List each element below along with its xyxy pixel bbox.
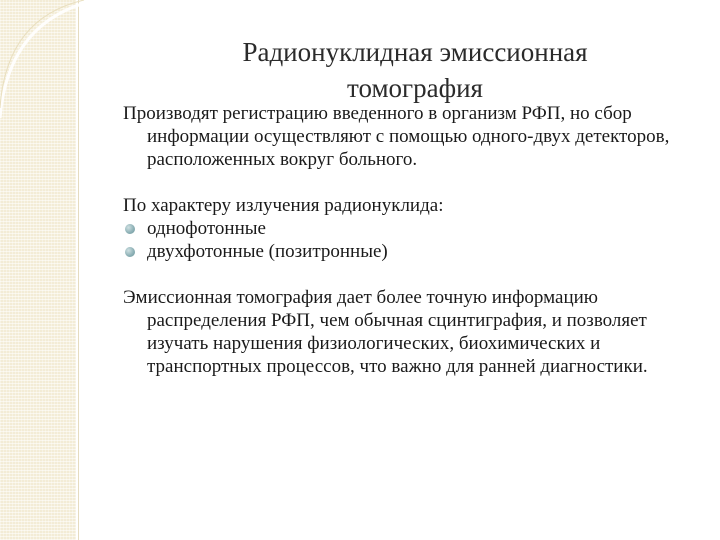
title-line-2: томография: [347, 73, 483, 103]
corner-arc-ornament: [0, 0, 140, 130]
radiation-type-list: [123, 217, 698, 263]
slide-body: [123, 102, 698, 378]
registration-paragraph: Производят регистрацию введенного в организм РФП, но сбор информации осуществляют с помощью одного-двух детекторов, расположенных вокруг больного.: [123, 103, 670, 170]
list-item-label: двухфотонные (позитронные): [147, 241, 388, 262]
list-item: [123, 240, 698, 263]
slide-title: [160, 34, 670, 106]
radiation-lead-text: По характеру излучения радионуклида:: [123, 195, 444, 216]
list-item: [123, 217, 698, 240]
spacer: [123, 171, 698, 194]
circle-bullet-icon: [125, 224, 135, 234]
spacer: [123, 263, 698, 286]
list-item-label: однофотонные: [147, 218, 266, 239]
circle-bullet-icon: [125, 247, 135, 257]
emission-tomography-paragraph: Эмиссионная томография дает более точную информацию распределения РФП, чем обычная сцинтиграфия, и позволяет изучать нарушения физиологических, биохимических и транспортных процессов, что важно для ранней диагностики.: [123, 287, 648, 377]
title-line-1: Радионуклидная эмиссионная: [242, 37, 588, 67]
